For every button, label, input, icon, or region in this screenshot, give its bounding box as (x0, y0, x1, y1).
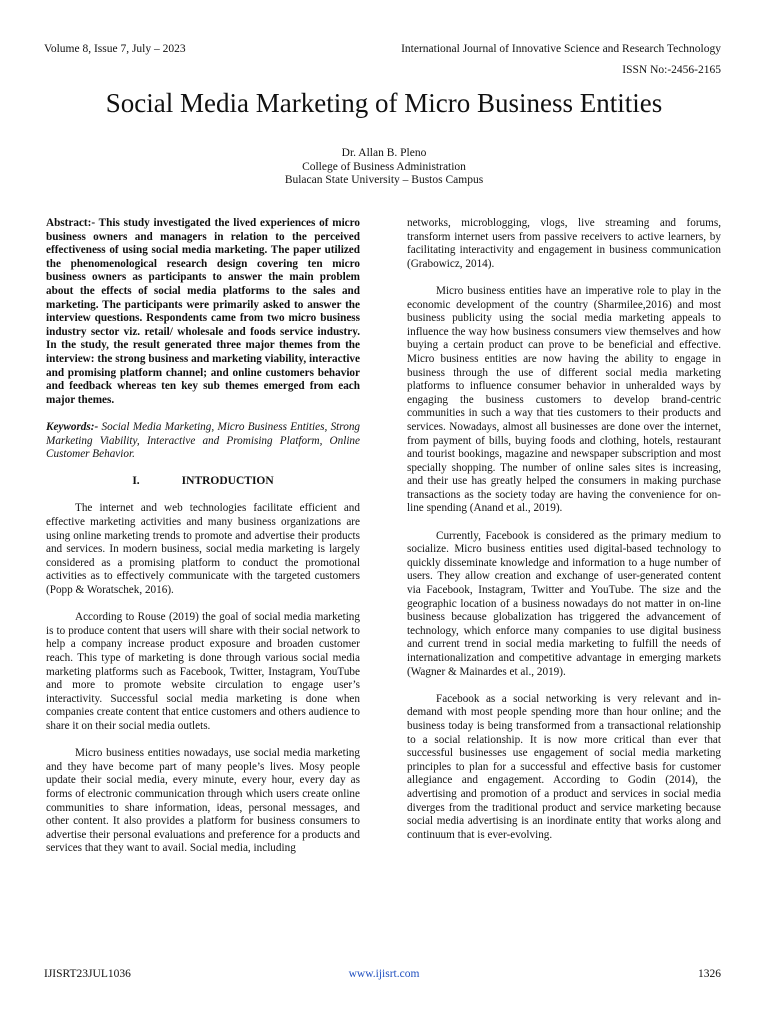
header-volume: Volume 8, Issue 7, July – 2023 (44, 43, 186, 55)
body-paragraph: Currently, Facebook is considered as the primary medium to socialize. Micro business entities used digital-based technology to quickly disseminate knowledge and information to a huge number of users. They allow creation and exchange of user-generated content via Facebook, Instagram, Twitter and YouTube. The size and the geographic location of a business nowadays do not matter in on-line business because globalization has triggered the advancement of technology, which enforce many companies to use digital business and current trend in social media marketing to fulfill the needs of internationalization and competitive advantage in emerging markets (Wagner & Mainardes et al., 2019). (407, 529, 721, 678)
author-name: Dr. Allan B. Pleno (341, 147, 427, 159)
body-paragraph: According to Rouse (2019) the goal of social media marketing is to produce content that users will share with their social network to help a company increase product exposure and broaden customer reach. This type of marketing is done through various social media marketing platforms such as Facebook, Twitter, Instagram, YouTube and more to promote website circulation to engage user’s interactivity. Successful social media marketing is done when companies create content that entice customers and others audience to share it on their social media outlets. (46, 611, 360, 732)
section-number: I. (132, 475, 140, 488)
body-paragraph: Micro business entities have an imperative role to play in the economic development of the country (Sharmilee,2016) and most business publicity using the social media marketing appeals to influence the way how business consumers view themselves and how buying a certain product can prove to be beneficial and effective. Micro business entities are now having the ability to engage in business through the use of different social media marketing platforms to influence consumer behavior in unheralded ways by engaging the business customers to develop brand-centric communities in such a way that ties customers to their products and services. Nowadays, almost all businesses are done over the internet, from payment of bills, buying foods and clothing, hotels, restaurant and tourist bookings, magazine and newspaper subscription and most specially shopping. The number of online sales sites is increasing, and their use has greatly helped the consumers in making purchase transactions as the society today are having the convenience for on-line spending (Anand et al., 2019). (407, 284, 721, 515)
footer-paper-id: IJISRT23JUL1036 (44, 968, 131, 980)
right-column (407, 217, 721, 856)
keywords-text: Social Media Marketing, Micro Business Entities, Strong Marketing Viability, Interactive and Promising Platform, Online Customer Behavior. (46, 420, 361, 461)
abstract: Abstract:- This study investigated the lived experiences of micro business owners and managers in relation to the perceived effectiveness of using social media marketing. The paper utilized the phenomenological research design covering ten micro business owners as participants to answer the main problem about the effects of social media platforms to the sales and marketing. The participants were primarily asked to answer the interview questions. Respondents came from two micro business industry sector viz. retail/ wholesale and foods service industry. In the study, the result generated three major themes from the interview: the strong business and marketing viability, interactive and promising platform channel; and online customers behavior and feedback whereas ten key sub themes emerged from each major themes. (46, 217, 360, 406)
body-paragraph: The internet and web technologies facilitate efficient and effective marketing activities and many business organizations are using online marketing trends to promote and advertise their products and services. In modern business, social media marketing is largely considered as a promising platform to conduct the promotional activities as to effectively communicate with the targeted customers (Popp & Woratschek, 2016). (46, 502, 360, 597)
body-paragraph: Facebook as a social networking is very relevant and in-demand with most people spending more than hour online; and the business today is being transformed from a transactional relationship to a social relationship. It is now more critical than ever that successful businesses use engagement of social media marketing principles to plan for a successful and effective basis for customer allegiance and engagement. According to Godin (2014), the advertising and promotion of a product and services in social media diverges from the traditional product and service marketing because social media advertising is an inordinate entity that works along and continuum that is ever-evolving. (407, 692, 721, 841)
keywords (46, 421, 360, 462)
body-paragraph: networks, microblogging, vlogs, live streaming and forums, transform internet users from passive receivers to active learners, by facilitating interactivity and engagement in business communication (Grabowicz, 2014). (407, 217, 721, 270)
author-affiliation-university: Bulacan State University – Bustos Campus (284, 174, 484, 186)
author-block (0, 147, 768, 188)
left-column (46, 217, 360, 870)
section-title: INTRODUCTION (181, 475, 274, 488)
author-affiliation-college: College of Business Administration (302, 160, 466, 173)
header-issn: ISSN No:-2456-2165 (622, 64, 721, 76)
body-paragraph: Micro business entities nowadays, use social media marketing and they have become part of many people’s lives. Mosy people update their social media, every minute, every hour, every day as forms of electronic communication through which users create online communities to share information, ideas, personal messages, and other content. It also provides a platform for business consumers to advertise their personal evaluations and preference for a products and services that they want to avail. Social media, including (46, 747, 360, 855)
header-journal: International Journal of Innovative Science and Research Technology (401, 43, 721, 55)
section-heading (46, 475, 360, 489)
keywords-label: Keywords:- (46, 420, 99, 433)
footer-page-number: 1326 (698, 968, 721, 980)
footer-url-link[interactable]: www.ijisrt.com (348, 968, 420, 980)
paper-title: Social Media Marketing of Micro Business Entities (105, 88, 663, 118)
